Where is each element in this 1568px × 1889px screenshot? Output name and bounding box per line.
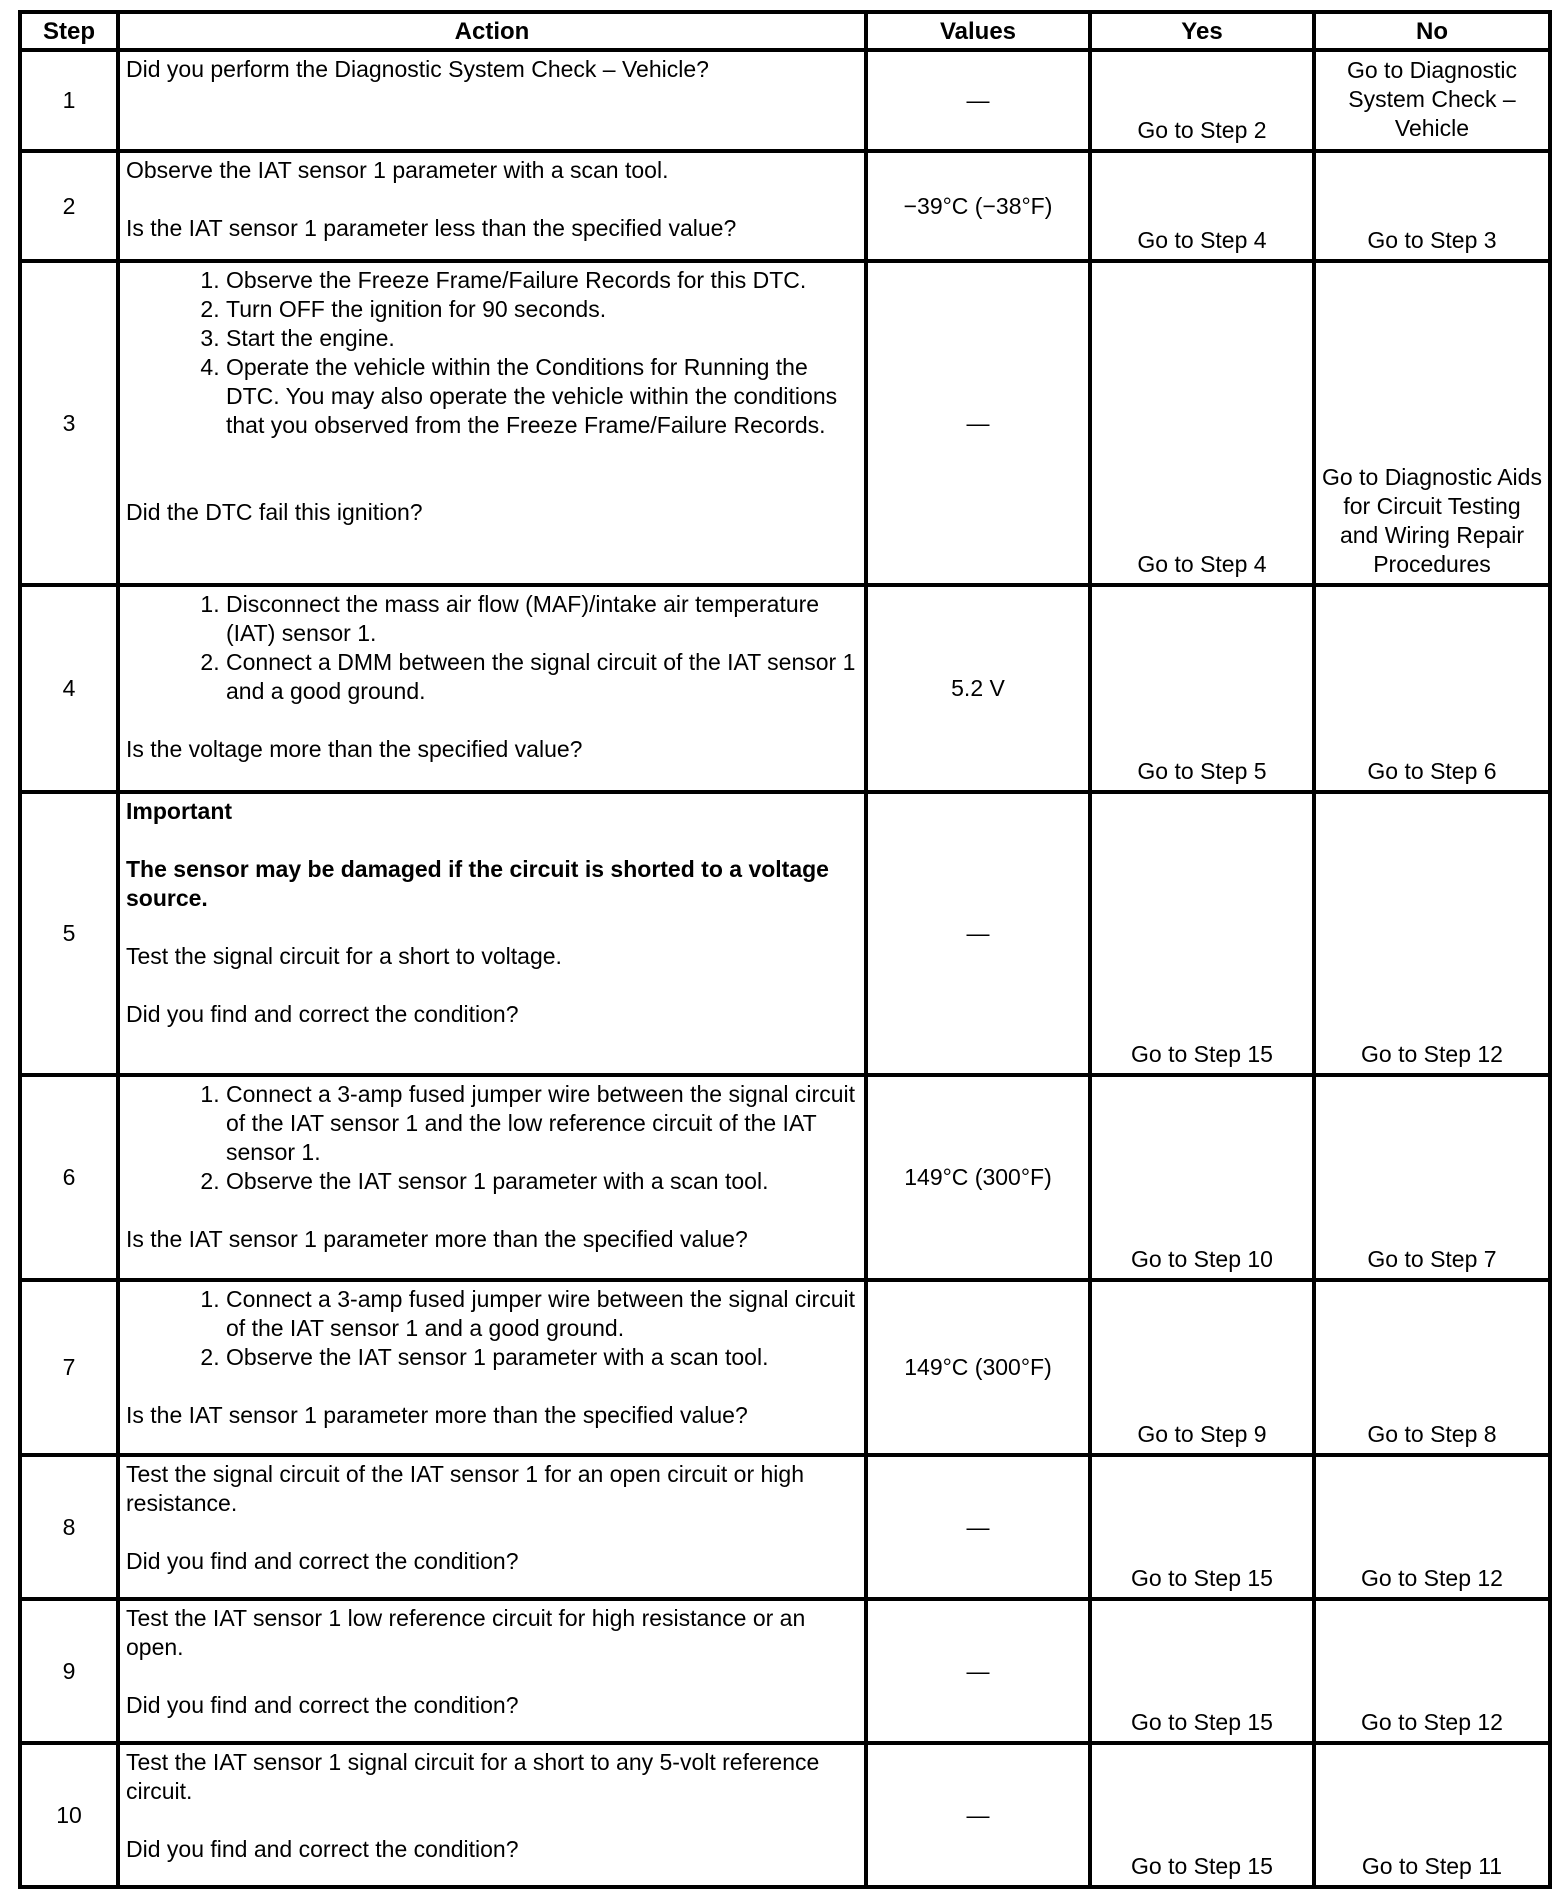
action-steps-list (126, 266, 856, 440)
step-number: 4 (20, 585, 118, 792)
list-item: 2. Connect a DMM between the signal circuit of the IAT sensor 1 and a good ground. (226, 648, 856, 706)
value-cell: — (866, 1455, 1090, 1599)
no-cell: Go to Step 12 (1314, 1455, 1550, 1599)
yes-cell: Go to Step 5 (1090, 585, 1314, 792)
action-cell (118, 1599, 866, 1743)
action-cell (118, 1743, 866, 1887)
no-cell: Go to Step 8 (1314, 1280, 1550, 1455)
diagnostic-table (18, 10, 1552, 1889)
header-step: Step (20, 12, 118, 50)
value-cell: 149°C (300°F) (866, 1075, 1090, 1280)
list-item: 2. Observe the IAT sensor 1 parameter with a scan tool. (226, 1343, 856, 1372)
value-cell: 5.2 V (866, 585, 1090, 792)
table-row (20, 261, 1550, 585)
action-question: Did you find and correct the condition? (126, 1836, 519, 1862)
table-row (20, 1599, 1550, 1743)
action-cell (118, 261, 866, 585)
yes-cell: Go to Step 4 (1090, 261, 1314, 585)
action-question: Is the voltage more than the specified value? (126, 736, 583, 762)
action-question: Did you find and correct the condition? (126, 1548, 519, 1574)
action-cell (118, 1075, 866, 1280)
no-cell: Go to Step 12 (1314, 1599, 1550, 1743)
no-cell: Go to Step 3 (1314, 151, 1550, 261)
step-number: 6 (20, 1075, 118, 1280)
action-text: Test the signal circuit of the IAT sensor 1 for an open circuit or high resistance. (126, 1461, 804, 1516)
important-note: The sensor may be damaged if the circuit is shorted to a voltage source. (126, 856, 829, 911)
diagnostic-table-page (18, 10, 1548, 1889)
value-cell: — (866, 261, 1090, 585)
table-row (20, 50, 1550, 151)
yes-cell: Go to Step 2 (1090, 50, 1314, 151)
action-question: Is the IAT sensor 1 parameter more than the specified value? (126, 1402, 748, 1428)
header-row (20, 12, 1550, 50)
no-cell: Go to Diagnostic Aids for Circuit Testing and Wiring Repair Procedures (1314, 261, 1550, 585)
action-text: Did you perform the Diagnostic System Check – Vehicle? (126, 56, 709, 82)
table-row (20, 792, 1550, 1075)
table-row (20, 1743, 1550, 1887)
action-cell (118, 1280, 866, 1455)
yes-cell: Go to Step 4 (1090, 151, 1314, 261)
table-row (20, 1075, 1550, 1280)
action-steps-list (126, 1285, 856, 1372)
no-cell: Go to Step 12 (1314, 792, 1550, 1075)
no-cell: Go to Step 11 (1314, 1743, 1550, 1887)
no-cell: Go to Step 6 (1314, 585, 1550, 792)
action-text: Test the IAT sensor 1 signal circuit for a short to any 5-volt reference circuit. (126, 1749, 820, 1804)
list-item: 2. Observe the IAT sensor 1 parameter with a scan tool. (226, 1167, 856, 1196)
action-cell (118, 151, 866, 261)
action-cell (118, 585, 866, 792)
list-item: 3. Start the engine. (226, 324, 856, 353)
yes-cell: Go to Step 15 (1090, 1455, 1314, 1599)
value-cell: −39°C (−38°F) (866, 151, 1090, 261)
step-number: 5 (20, 792, 118, 1075)
list-item: 2. Turn OFF the ignition for 90 seconds. (226, 295, 856, 324)
action-question: Is the IAT sensor 1 parameter more than the specified value? (126, 1226, 748, 1252)
no-cell: Go to Step 7 (1314, 1075, 1550, 1280)
action-question: Did you find and correct the condition? (126, 1692, 519, 1718)
yes-cell: Go to Step 9 (1090, 1280, 1314, 1455)
table-row (20, 585, 1550, 792)
header-no: No (1314, 12, 1550, 50)
no-cell: Go to Diagnostic System Check – Vehicle (1314, 50, 1550, 151)
step-number: 3 (20, 261, 118, 585)
step-number: 8 (20, 1455, 118, 1599)
action-text: Observe the IAT sensor 1 parameter with a scan tool. (126, 157, 669, 183)
step-number: 9 (20, 1599, 118, 1743)
yes-cell: Go to Step 15 (1090, 1743, 1314, 1887)
action-cell (118, 1455, 866, 1599)
list-item: 1. Disconnect the mass air flow (MAF)/intake air temperature (IAT) sensor 1. (226, 590, 856, 648)
action-question: Did the DTC fail this ignition? (126, 499, 423, 525)
step-number: 10 (20, 1743, 118, 1887)
step-number: 1 (20, 50, 118, 151)
value-cell: — (866, 1743, 1090, 1887)
action-cell (118, 50, 866, 151)
value-cell: — (866, 792, 1090, 1075)
value-cell: — (866, 1599, 1090, 1743)
action-cell (118, 792, 866, 1075)
value-cell: 149°C (300°F) (866, 1280, 1090, 1455)
action-steps-list (126, 590, 856, 706)
table-row (20, 151, 1550, 261)
action-text: Test the signal circuit for a short to voltage. (126, 943, 562, 969)
yes-cell: Go to Step 15 (1090, 1599, 1314, 1743)
list-item: 1. Observe the Freeze Frame/Failure Records for this DTC. (226, 266, 856, 295)
header-action: Action (118, 12, 866, 50)
table-row (20, 1455, 1550, 1599)
action-steps-list (126, 1080, 856, 1196)
header-yes: Yes (1090, 12, 1314, 50)
step-number: 7 (20, 1280, 118, 1455)
step-number: 2 (20, 151, 118, 261)
list-item: 4. Operate the vehicle within the Conditions for Running the DTC. You may also operate the vehicle within the conditions that you observed from the Freeze Frame/Failure Records. (226, 353, 856, 440)
table-row (20, 1280, 1550, 1455)
action-question: Is the IAT sensor 1 parameter less than the specified value? (126, 215, 737, 241)
list-item: 1. Connect a 3-amp fused jumper wire between the signal circuit of the IAT sensor 1 and a good ground. (226, 1285, 856, 1343)
action-text: Test the IAT sensor 1 low reference circuit for high resistance or an open. (126, 1605, 806, 1660)
yes-cell: Go to Step 10 (1090, 1075, 1314, 1280)
value-cell: — (866, 50, 1090, 151)
header-values: Values (866, 12, 1090, 50)
yes-cell: Go to Step 15 (1090, 792, 1314, 1075)
list-item: 1. Connect a 3-amp fused jumper wire between the signal circuit of the IAT sensor 1 and the low reference circuit of the IAT sensor 1. (226, 1080, 856, 1167)
action-question: Did you find and correct the condition? (126, 1001, 519, 1027)
important-title: Important (126, 798, 233, 824)
